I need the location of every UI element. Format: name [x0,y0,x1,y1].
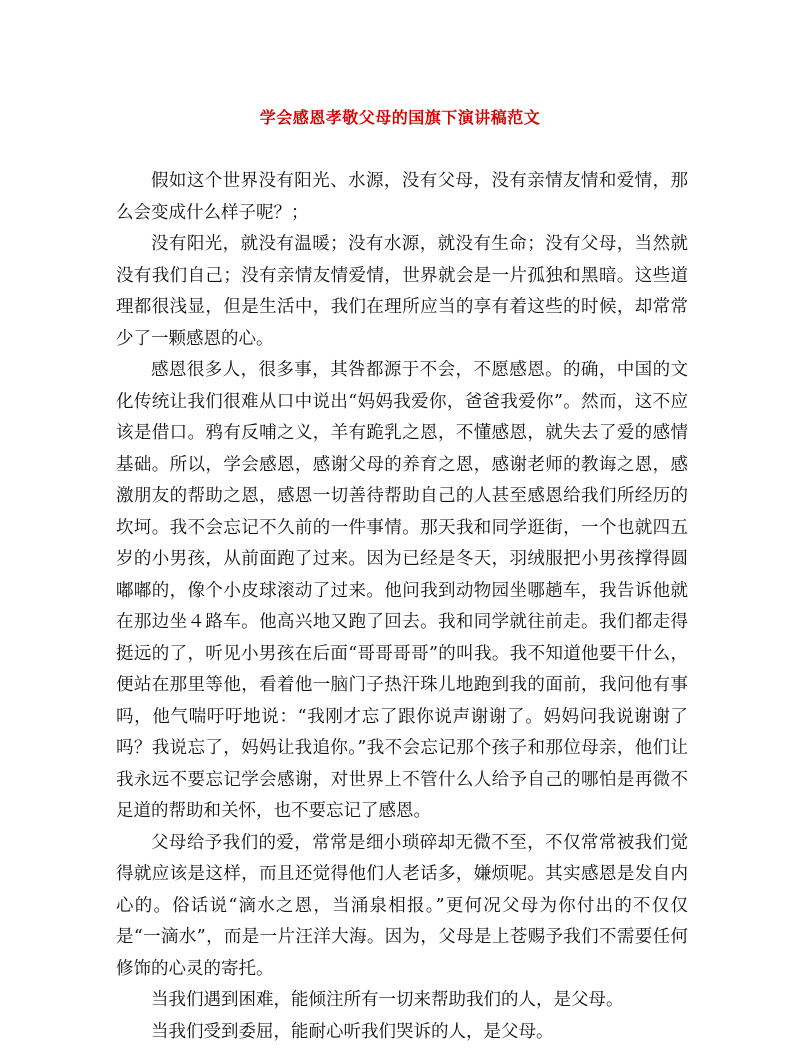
paragraph-5: 当我们遇到困难，能倾注所有一切来帮助我们的人，是父母。 [116,985,688,1017]
paragraph-6: 当我们受到委屈，能耐心听我们哭诉的人，是父母。 [116,1017,688,1048]
paragraph-2: 没有阳光，就没有温暖；没有水源，就没有生命；没有父母，当然就没有我们自己；没有亲情友情爱情，世界就会是一片孤独和黑暗。这些道理都很浅显，但是生活中，我们在理所应当的享有着这些的时候，却常常少了一颗感恩的心。 [116,229,688,355]
paragraph-4: 父母给予我们的爱，常常是细小琐碎却无微不至，不仅常常被我们觉得就应该是这样，而且还觉得他们人老话多，嫌烦呢。其实感恩是发自内心的。俗话说“滴水之恩，当涌泉相报。”更何况父母为你付出的不仅仅是“一滴水”，而是一片汪洋大海。因为，父母是上苍赐予我们不需要任何修饰的心灵的寄托。 [116,828,688,986]
paragraph-3: 感恩很多人，很多事，其咎都源于不会，不愿感恩。的确，中国的文化传统让我们很难从口中说出“妈妈我爱你，爸爸我爱你”。然而，这不应该是借口。鸦有反哺之义，羊有跪乳之恩，不懂感恩，就失去了爱的感情基础。所以，学会感恩，感谢父母的养育之恩，感谢老师的教诲之恩，感激朋友的帮助之恩，感恩一切善待帮助自己的人甚至感恩给我们所经历的坎坷。我不会忘记不久前的一件事情。那天我和同学逛街，一个也就四五岁的小男孩，从前面跑了过来。因为已经是冬天，羽绒服把小男孩撑得圆嘟嘟的，像个小皮球滚动了过来。他问我到动物园坐哪趟车，我告诉他就在那边坐４路车。他高兴地又跑了回去。我和同学就往前走。我们都走得挺远的了，听见小男孩在后面“哥哥哥哥”的叫我。我不知道他要干什么，便站在那里等他，看着他一脑门子热汗珠儿地跑到我的面前，我问他有事吗，他气喘吁吁地说：“我刚才忘了跟你说声谢谢了。妈妈问我说谢谢了吗？我说忘了，妈妈让我追你。”我不会忘记那个孩子和那位母亲，他们让我永远不要忘记学会感谢，对世界上不管什么人给予自己的哪怕是再微不足道的帮助和关怀，也不要忘记了感恩。 [116,355,688,828]
document-body [116,166,688,1048]
paragraph-1: 假如这个世界没有阳光、水源，没有父母，没有亲情友情和爱情，那么会变成什么样子呢？； [116,166,688,229]
document-title: 学会感恩孝敬父母的国旗下演讲稿范文 [0,105,800,128]
